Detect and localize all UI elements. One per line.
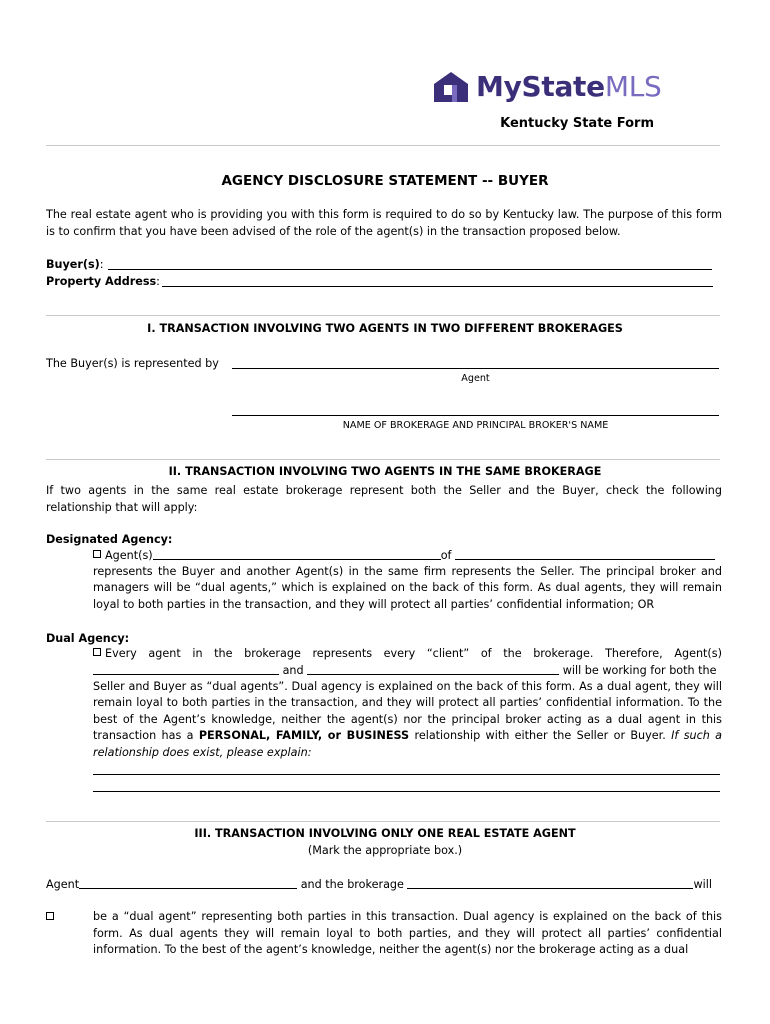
dual-agency-line-1: Every agent in the brokerage represents every “client” of the brokerage. Therefore, Agent(s) <box>93 646 722 662</box>
dual-agency-line-2: and will be working for both the <box>93 662 717 679</box>
designated-agency-line: Agent(s) of <box>93 547 715 564</box>
mystatemls-logo <box>432 70 661 104</box>
property-address-input-line[interactable] <box>162 286 713 287</box>
dual-agent-option-checkbox[interactable] <box>46 912 54 920</box>
represented-by-label: The Buyer(s) is represented by <box>46 357 219 370</box>
document-title: AGENCY DISCLOSURE STATEMENT -- BUYER <box>221 173 549 189</box>
designated-agency-checkbox[interactable] <box>93 550 101 558</box>
dual-agent-1-input-line[interactable] <box>93 663 279 675</box>
dual-agent-option-text: be a “dual agent” representing both parties in this transaction. Dual agency is explained on the back of this form. As dual agents they will remain loyal to both parties, and they will protect all parties’ confidential information. To the best of the agent’s knowledge, neither the agent(s) nor the brokerage acting as a dual <box>93 910 722 957</box>
divider <box>46 821 720 822</box>
designated-agency-label: Designated Agency: <box>46 533 173 546</box>
intro-paragraph: The real estate agent who is providing you with this form is required to do so by Kentucky law. The purpose of this form is to confirm that you have been advised of the role of the agent(s) in the transaction proposed below. <box>46 208 722 238</box>
dual-agent-2-input-line[interactable] <box>307 663 559 675</box>
dual-agency-text: Seller and Buyer as “dual agents”. Dual agency is explained on the back of this form. As a dual agent, they will remain loyal to both parties in the transaction, and they will protect all parties’ confidential information. To the best of the Agent’s knowledge, neither the agent(s) nor the principal broker acting as a dual agent in this transaction has a PERSONAL, FAMILY, or BUSINESS relationship with either the Seller or Buyer. If such a relationship does exist, please explain: <box>93 680 723 759</box>
section-2-intro: If two agents in the same real estate brokerage represent both the Seller and the Buyer, check the following relationship that will apply: <box>46 484 722 514</box>
brokerage-input-line[interactable] <box>232 415 719 416</box>
single-agent-line: Agent and the brokerage will <box>46 878 712 891</box>
single-brokerage-input-line[interactable] <box>407 877 693 889</box>
designated-brokerage-input-line[interactable] <box>455 548 715 560</box>
explain-input-line-1[interactable] <box>93 774 720 775</box>
dual-agency-label: Dual Agency: <box>46 632 130 645</box>
section-2-heading: II. TRANSACTION INVOLVING TWO AGENTS IN THE SAME BROKERAGE <box>168 465 602 478</box>
explain-input-line-2[interactable] <box>93 791 720 792</box>
designated-agency-text: represents the Buyer and another Agent(s) in the same firm represents the Seller. The principal broker and managers will be “dual agents,” which is explained on the back of this form. As dual agents, they will remain loyal to both parties in the transaction, and they will protect all parties’ confidential information; OR <box>93 565 722 611</box>
buyers-input-line[interactable] <box>108 269 712 270</box>
agent-caption: Agent <box>461 373 490 384</box>
section-3-heading: III. TRANSACTION INVOLVING ONLY ONE REAL ESTATE AGENT <box>194 827 576 840</box>
property-address-label: Property Address <box>46 275 157 288</box>
logo-text-state: State <box>521 70 605 103</box>
single-agent-input-line[interactable] <box>79 877 297 889</box>
divider <box>46 145 720 146</box>
section-3-subheading: (Mark the appropriate box.) <box>307 844 463 857</box>
designated-agents-input-line[interactable] <box>153 548 441 560</box>
buyers-label: Buyer(s) <box>46 258 100 271</box>
divider <box>46 315 720 316</box>
house-logo-icon <box>432 70 470 104</box>
buyers-field: Buyer(s): <box>46 258 104 271</box>
property-address-field: Property Address: <box>46 275 160 288</box>
logo-text-my: My <box>476 70 522 103</box>
section-1-heading: I. TRANSACTION INVOLVING TWO AGENTS IN TWO DIFFERENT BROKERAGES <box>147 322 623 335</box>
divider <box>46 459 720 460</box>
agent-input-line[interactable] <box>232 368 719 369</box>
dual-agency-checkbox[interactable] <box>93 648 101 656</box>
logo-text-mls: MLS <box>604 70 662 103</box>
state-form-label: Kentucky State Form <box>500 116 654 131</box>
brokerage-caption: NAME OF BROKERAGE AND PRINCIPAL BROKER'S NAME <box>342 420 609 431</box>
